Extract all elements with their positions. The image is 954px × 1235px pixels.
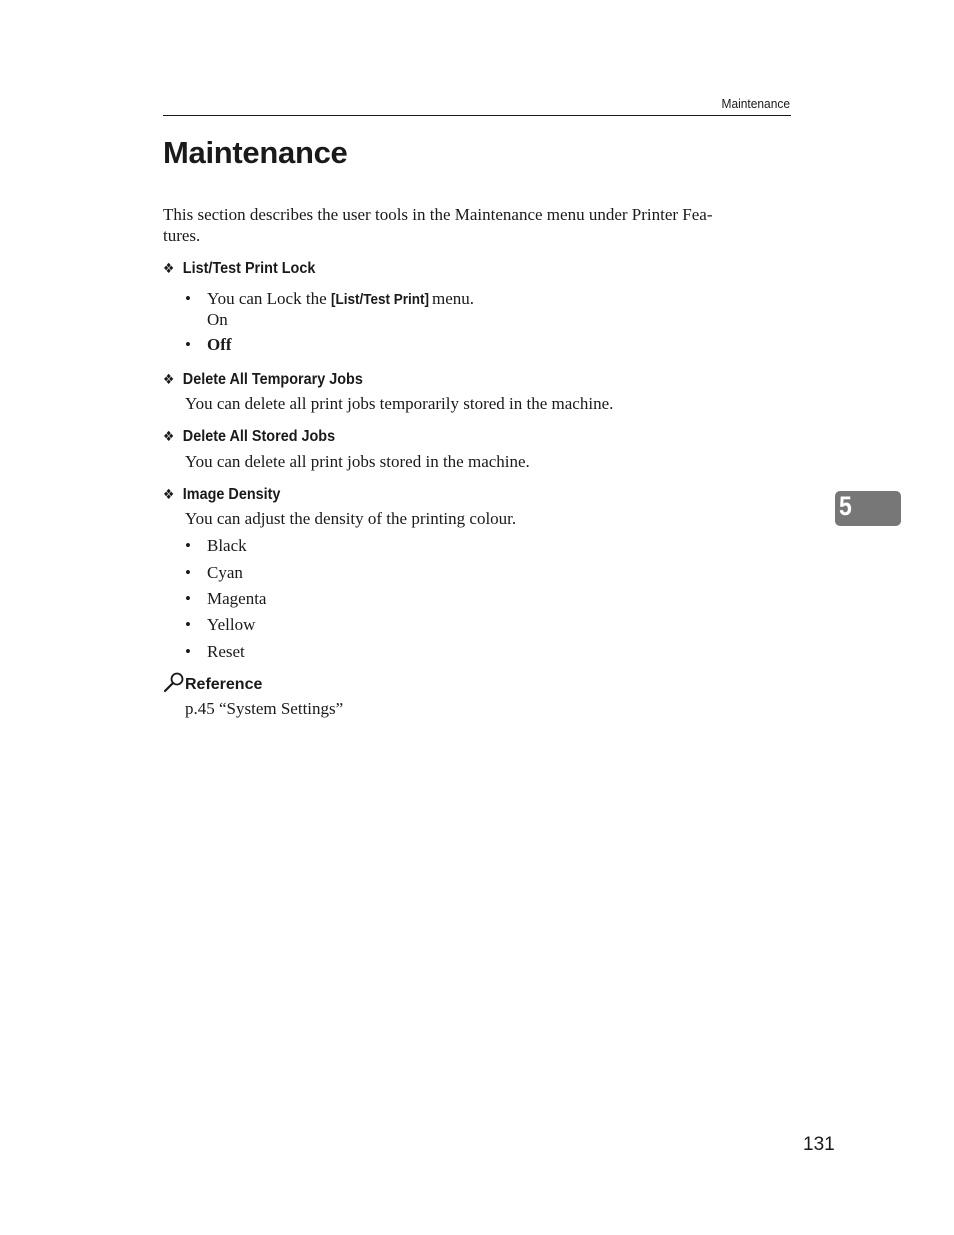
list-item — [185, 641, 245, 662]
list-item — [185, 562, 243, 583]
diamond-bullet-icon: ❖ — [163, 486, 175, 502]
list-item-continuation: On — [207, 310, 228, 329]
page-number: 131 — [803, 1134, 835, 1155]
item-text: Magenta — [207, 589, 267, 608]
bullet-icon: • — [185, 615, 191, 634]
item-text-end: menu. — [427, 289, 475, 308]
list-item — [185, 288, 474, 310]
section-heading-delete-temporary-jobs — [163, 371, 363, 389]
heading-label: Image Density — [182, 486, 281, 503]
diamond-bullet-icon: ❖ — [163, 260, 175, 276]
menu-key-label: [List/Test Print] — [330, 291, 429, 308]
bullet-icon: • — [185, 642, 191, 661]
chapter-number: 5 — [839, 491, 852, 521]
diamond-bullet-icon: ❖ — [163, 428, 175, 444]
header-rule — [163, 115, 791, 116]
item-text-bold: Off — [207, 335, 232, 354]
bullet-icon: • — [185, 563, 191, 582]
section-heading-delete-stored-jobs — [163, 428, 335, 446]
running-header: Maintenance — [721, 96, 790, 111]
section-text: You can delete all print jobs stored in the machine. — [185, 452, 530, 471]
page-title: Maintenance — [163, 135, 348, 170]
bullet-icon: • — [185, 335, 191, 354]
section-heading-image-density — [163, 486, 280, 504]
section-text: You can delete all print jobs temporarily stored in the machine. — [185, 394, 614, 413]
bullet-icon: • — [185, 589, 191, 608]
list-item — [185, 334, 232, 355]
item-text: Yellow — [207, 615, 256, 634]
diamond-bullet-icon: ❖ — [163, 371, 175, 387]
section-heading-list-test-print-lock — [163, 260, 315, 278]
item-text: Black — [207, 536, 247, 555]
heading-label: List/Test Print Lock — [182, 260, 316, 277]
magnifier-icon — [163, 671, 185, 693]
bullet-icon: • — [185, 536, 191, 555]
list-item — [185, 535, 247, 556]
bullet-icon: • — [185, 289, 191, 308]
heading-label: Delete All Stored Jobs — [182, 428, 336, 445]
list-item — [185, 588, 266, 609]
heading-label: Delete All Temporary Jobs — [182, 371, 363, 388]
intro-paragraph: This section describes the user tools in the Maintenance menu under Printer Fea- tures. — [163, 205, 713, 245]
item-text: Reset — [207, 642, 245, 661]
item-text: Cyan — [207, 563, 243, 582]
section-text: You can adjust the density of the printing colour. — [185, 509, 517, 528]
item-text: You can Lock the — [207, 289, 331, 308]
reference-label: Reference — [185, 676, 263, 693]
reference-link[interactable]: p.45 “System Settings” — [185, 699, 344, 718]
list-item — [185, 614, 255, 635]
